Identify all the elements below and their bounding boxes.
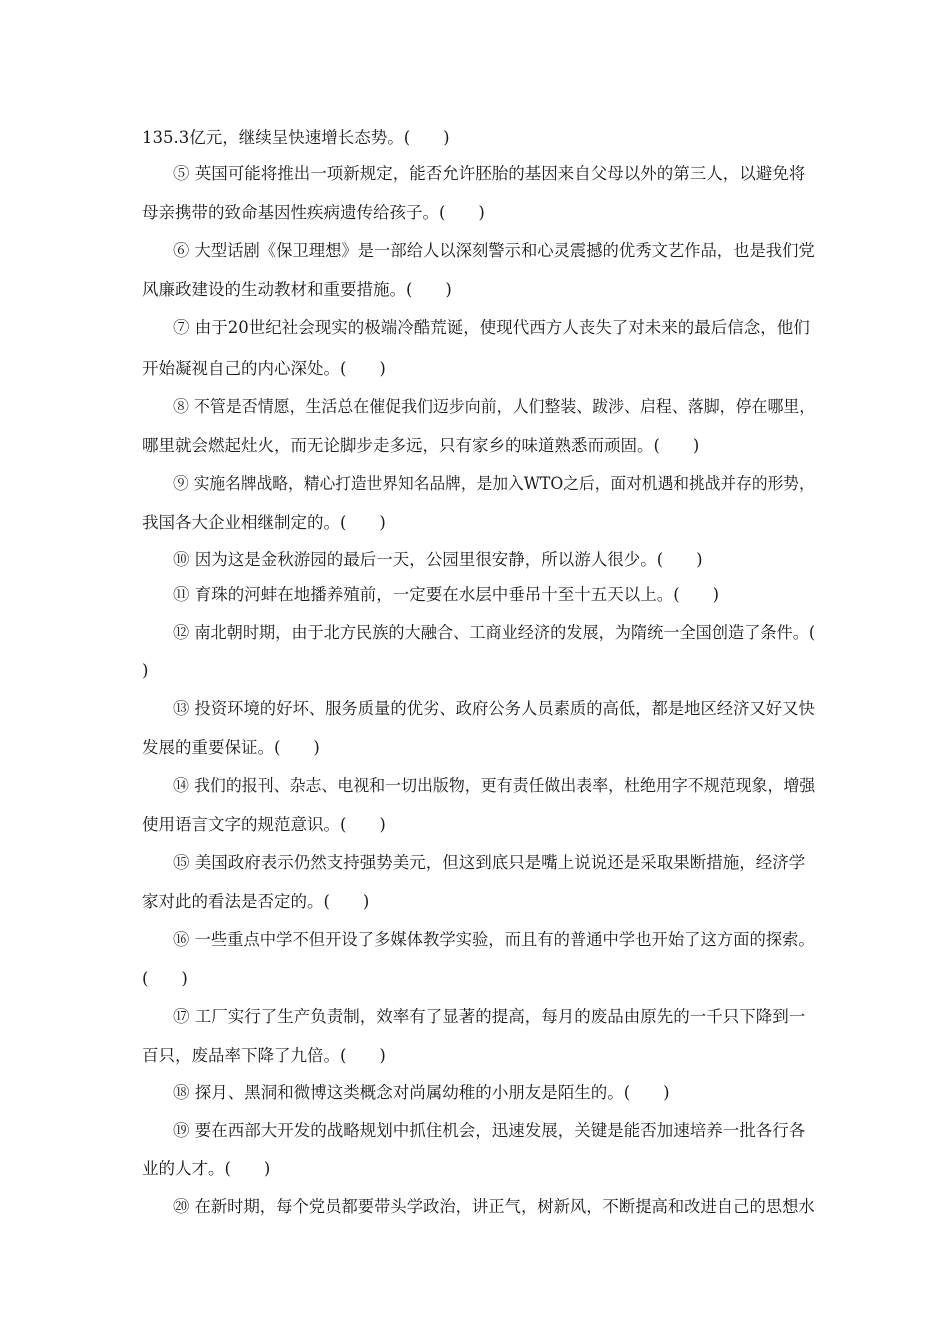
question-5-line-1: ⑤ 英国可能将推出一项新规定，能否允许胚胎的基因来自父母以外的第三人，以避免将 bbox=[173, 164, 806, 183]
question-5-line-2: 母亲携带的致命基因性疾病遗传给孩子。( ) bbox=[142, 203, 485, 222]
question-19-line-1: ⑲ 要在西部大开发的战略规划中抓住机会，迅速发展，关键是能否加速培养一批各行各 bbox=[173, 1121, 806, 1140]
question-7-line-2: 开始凝视自己的内心深处。( ) bbox=[142, 359, 386, 378]
question-7-line-1: ⑦ 由于20世纪社会现实的极端冷酷荒诞，使现代西方人丧失了对未来的最后信念，他们 bbox=[173, 318, 810, 337]
question-6-line-1: ⑥ 大型话剧《保卫理想》是一部给人以深刻警示和心灵震撼的优秀文艺作品，也是我们党 bbox=[173, 241, 815, 260]
text-line: 135.3亿元，继续呈快速增长态势。( ) bbox=[142, 128, 450, 147]
question-11-line-1: ⑪ 育珠的河蚌在地播养殖前，一定要在水层中垂吊十至十五天以上。( ) bbox=[173, 585, 720, 604]
question-15-line-1: ⑮ 美国政府表示仍然支持强势美元，但这到底只是嘴上说说还是采取果断措施，经济学 bbox=[173, 853, 806, 872]
question-18-line-1: ⑱ 探月、黑洞和微博这类概念对尚属幼稚的小朋友是陌生的。( ) bbox=[173, 1083, 670, 1102]
question-15-line-2: 家对此的看法是否定的。( ) bbox=[142, 892, 370, 911]
question-14-line-1: ⑭ 我们的报刊、杂志、电视和一切出版物，更有责任做出表率，杜绝用字不规范现象，增强 bbox=[173, 776, 816, 795]
question-12-line-2: ) bbox=[142, 661, 149, 680]
question-19-line-2: 业的人才。( ) bbox=[142, 1159, 271, 1178]
question-13-line-2: 发展的重要保证。( ) bbox=[142, 738, 320, 757]
question-20-line-1: ⑳ 在新时期，每个党员都要带头学政治，讲正气，树新风，不断提高和改进自己的思想水 bbox=[173, 1197, 815, 1216]
question-8-line-2: 哪里就会燃起灶火，而无论脚步走多远，只有家乡的味道熟悉而顽固。( ) bbox=[142, 436, 700, 455]
question-8-line-1: ⑧ 不管是否情愿，生活总在催促我们迈步向前，人们整装、跋涉、启程、落脚，停在哪里， bbox=[173, 397, 816, 416]
question-12-line-1: ⑫ 南北朝时期，由于北方民族的大融合、工商业经济的发展，为隋统一全国创造了条件。( bbox=[173, 623, 816, 642]
question-17-line-2: 百只，废品率下降了九倍。( ) bbox=[142, 1046, 386, 1065]
question-10-line-1: ⑩ 因为这是金秋游园的最后一天，公园里很安静，所以游人很少。( ) bbox=[173, 550, 703, 569]
question-16-line-2: ( ) bbox=[142, 969, 188, 988]
question-14-line-2: 使用语言文字的规范意识。( ) bbox=[142, 815, 386, 834]
question-17-line-1: ⑰ 工厂实行了生产负责制，效率有了显著的提高，每月的废品由原先的一千只下降到一 bbox=[173, 1007, 806, 1026]
question-9-line-1: ⑨ 实施名牌战略，精心打造世界知名品牌，是加入WTO之后，面对机遇和挑战并存的形势， bbox=[173, 474, 815, 493]
question-6-line-2: 风廉政建设的生动教材和重要措施。( ) bbox=[142, 280, 452, 299]
question-13-line-1: ⑬ 投资环境的好坏、服务质量的优劣、政府公务人员素质的高低，都是地区经济又好又快 bbox=[173, 699, 815, 718]
question-16-line-1: ⑯ 一些重点中学不但开设了多媒体教学实验，而且有的普通中学也开始了这方面的探索。 bbox=[173, 930, 815, 949]
question-9-line-2: 我国各大企业相继制定的。( ) bbox=[142, 513, 386, 532]
